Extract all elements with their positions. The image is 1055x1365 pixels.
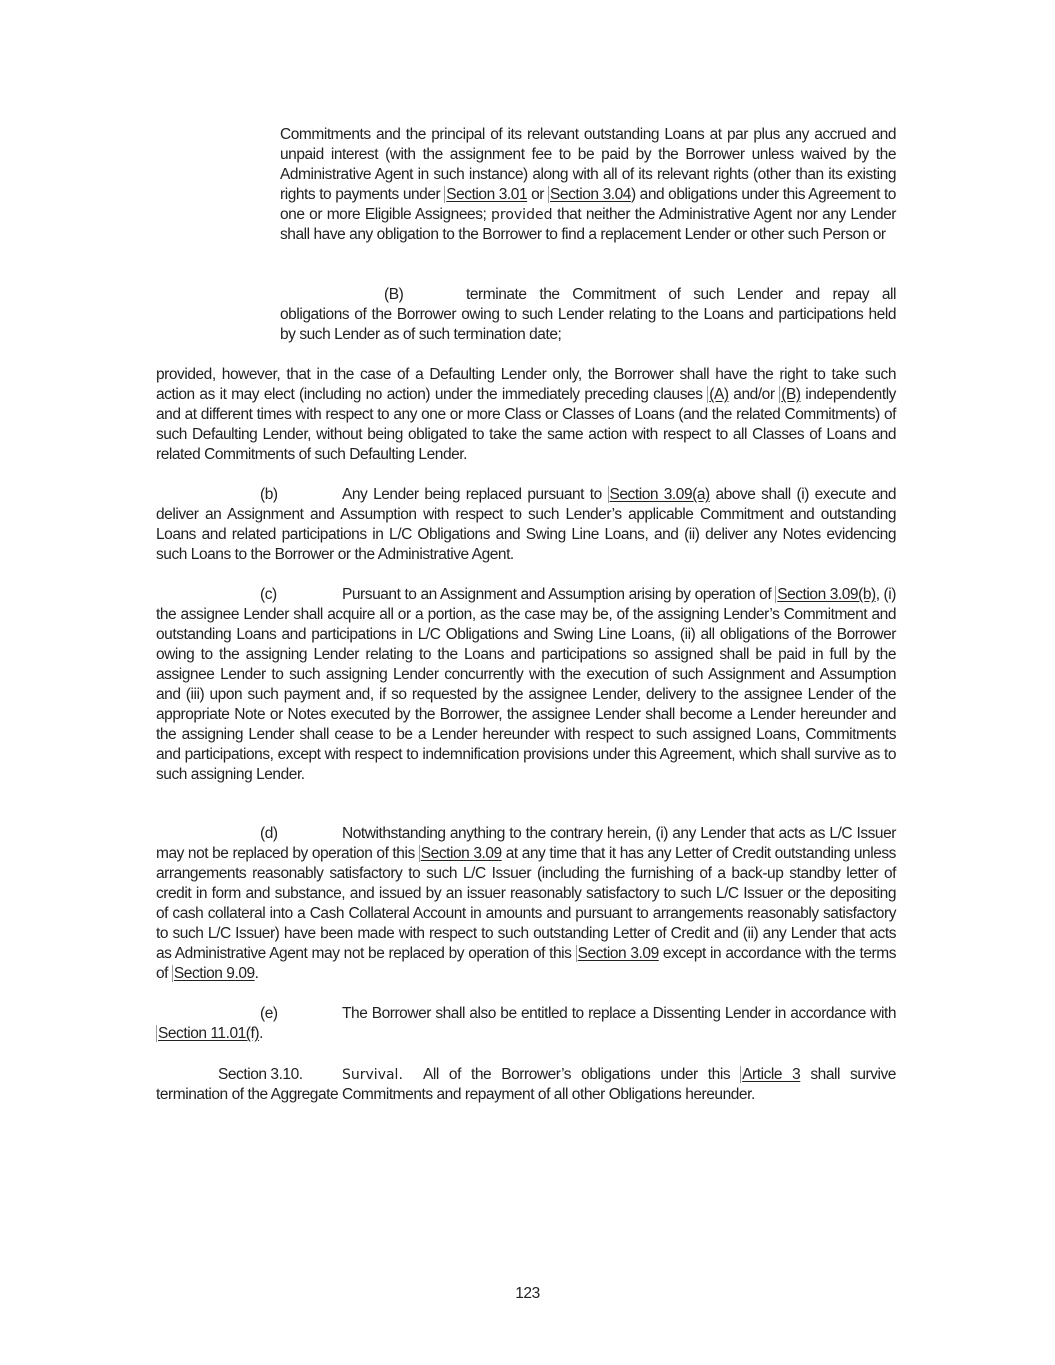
text-run: Commitments and the principal of its relevant outstanding Loans at par plus any accrued and unpaid interest (with the assignment fee to be paid by the Borrower unless waived by the Administrative Agent in such instance) along with all of its relevant rights (other than its existing rights to payments under xyxy=(280,126,896,203)
text-run: terminate the Commitment of such Lender and repay all obligations of the Borrower owing to such Lender relating to the Loans and participations held by such Lender as of such termination date; xyxy=(280,286,896,343)
text-run: independently and at different times with respect to any one or more Class or Classes of Loans (and the related Commitments) of such Defaulting Lender, without being obligated to take the same action with respect to all Classes of Loans and related Commitments of such Defaulting Lender. xyxy=(156,386,896,463)
paragraph-label: (d) xyxy=(260,825,278,842)
text-run: . xyxy=(254,965,259,982)
text-run: Any Lender being replaced pursuant to xyxy=(342,486,608,503)
text-run: , (i) the assignee Lender shall acquire all or a portion, as the case may be, of the assigning Lender’s Commitment and outstanding Loans and participations in L/C Obligations and Swing Line Loans, (ii) all obligations of the Borrower owing to the assigning Lender relating to the Loans and participations so assigned shall be paid in full by the assignee Lender to such assigning Lender concurrently with the execution of such Assignment and Assumption and (iii) upon such payment and, if so requested by the assignee Lender, delivery to the assignee Lender of the appropriate Note or Notes executed by the Borrower, the assignee Lender shall become a Lender hereunder and the assigning Lender shall cease to be a Lender hereunder with respect to such assigned Loans, Commitments and participations, except with respect to indemnification provisions under this Agreement, which shall survive as to such assigning Lender. xyxy=(156,586,896,783)
paragraph-c xyxy=(156,585,896,785)
text-run: or xyxy=(527,186,549,203)
cross-reference-link[interactable]: Section 3.01 xyxy=(446,186,528,203)
text-run: and/or xyxy=(728,386,780,403)
page-number: 123 xyxy=(515,1285,540,1302)
section-number: Section 3.10. xyxy=(218,1066,303,1083)
paragraph-d xyxy=(156,824,896,984)
text-run: that neither the Administrative Agent nor any Lender shall have any obligation to the Borrower to find a replacement Lender or other such Person or xyxy=(280,206,896,243)
cross-reference-link[interactable]: Section 3.09(b) xyxy=(777,586,876,603)
cross-reference-link[interactable]: Section 9.09 xyxy=(173,965,255,982)
text-run: Notwithstanding anything to the contrary herein, (i) any Lender that acts as L/C Issuer may not be replaced by operation of this xyxy=(156,825,896,862)
section-heading: Survival. xyxy=(342,1067,403,1083)
paragraph-proviso xyxy=(156,365,896,465)
paragraph-label: (e) xyxy=(260,1005,278,1022)
paragraph-b xyxy=(156,485,896,565)
clause-label: (B) xyxy=(384,286,404,303)
cross-reference-link[interactable]: Section 3.09 xyxy=(577,945,659,962)
text-run: The Borrower shall also be entitled to replace a Dissenting Lender in accordance with xyxy=(342,1005,896,1022)
cross-reference-link[interactable]: Article 3 xyxy=(742,1066,801,1083)
text-run: . xyxy=(259,1025,263,1042)
paragraph-label: (c) xyxy=(260,586,277,603)
text-run: except in accordance with the terms of xyxy=(156,945,896,982)
defined-term: provided xyxy=(491,207,553,223)
text-run: above shall (i) execute and deliver an Assignment and Assumption with respect to such Lender’s applicable Commitment and outstanding Loans and related participations in L/C Obligations and Swing Line Loans, and (ii) deliver any Notes evidencing such Loans to the Borrower or the Administrative Agent. xyxy=(156,486,896,563)
text-run: All of the Borrower’s obligations under this xyxy=(423,1066,741,1083)
text-run: provided, however, that in the case of a Defaulting Lender only, the Borrower shall have the right to take such action as it may elect (including no action) under the immediately preceding clauses xyxy=(156,366,896,403)
paragraph-clause-b xyxy=(280,285,896,345)
text-run: Pursuant to an Assignment and Assumption arising by operation of xyxy=(342,586,776,603)
cross-reference-link[interactable]: (A) xyxy=(709,386,729,403)
text-run: at any time that it has any Letter of Credit outstanding unless arrangements reasonably satisfactory to such L/C Issuer (including the furnishing of a back-up standby letter of credit in form and substance, and issued by an issuer reasonably satisfactory to such L/C Issuer or the depositing of cash collateral into a Cash Collateral Account in amounts and pursuant to arrangements reasonably satisfactory to such L/C Issuer) have been made with respect to such outstanding Letter of Credit and (ii) any Lender that acts as Administrative Agent may not be replaced by operation of this xyxy=(156,845,896,962)
cross-reference-link[interactable]: Section 3.04 xyxy=(550,186,631,203)
text-run: ) and obligations under this Agreement to one or more Eligible Assignees; xyxy=(280,186,896,223)
paragraph-label: (b) xyxy=(260,486,278,503)
section-3-10 xyxy=(156,1065,896,1105)
paragraph-clause-a-continuation xyxy=(280,125,896,245)
paragraph-e xyxy=(156,1004,896,1044)
text-run: shall survive termination of the Aggregate Commitments and repayment of all other Obligations hereunder. xyxy=(156,1066,896,1103)
cross-reference-link[interactable]: (B) xyxy=(781,386,801,403)
cross-reference-link[interactable]: Section 11.01(f) xyxy=(158,1025,260,1042)
cross-reference-link[interactable]: Section 3.09 xyxy=(420,845,502,862)
cross-reference-link[interactable]: Section 3.09(a) xyxy=(609,486,710,503)
